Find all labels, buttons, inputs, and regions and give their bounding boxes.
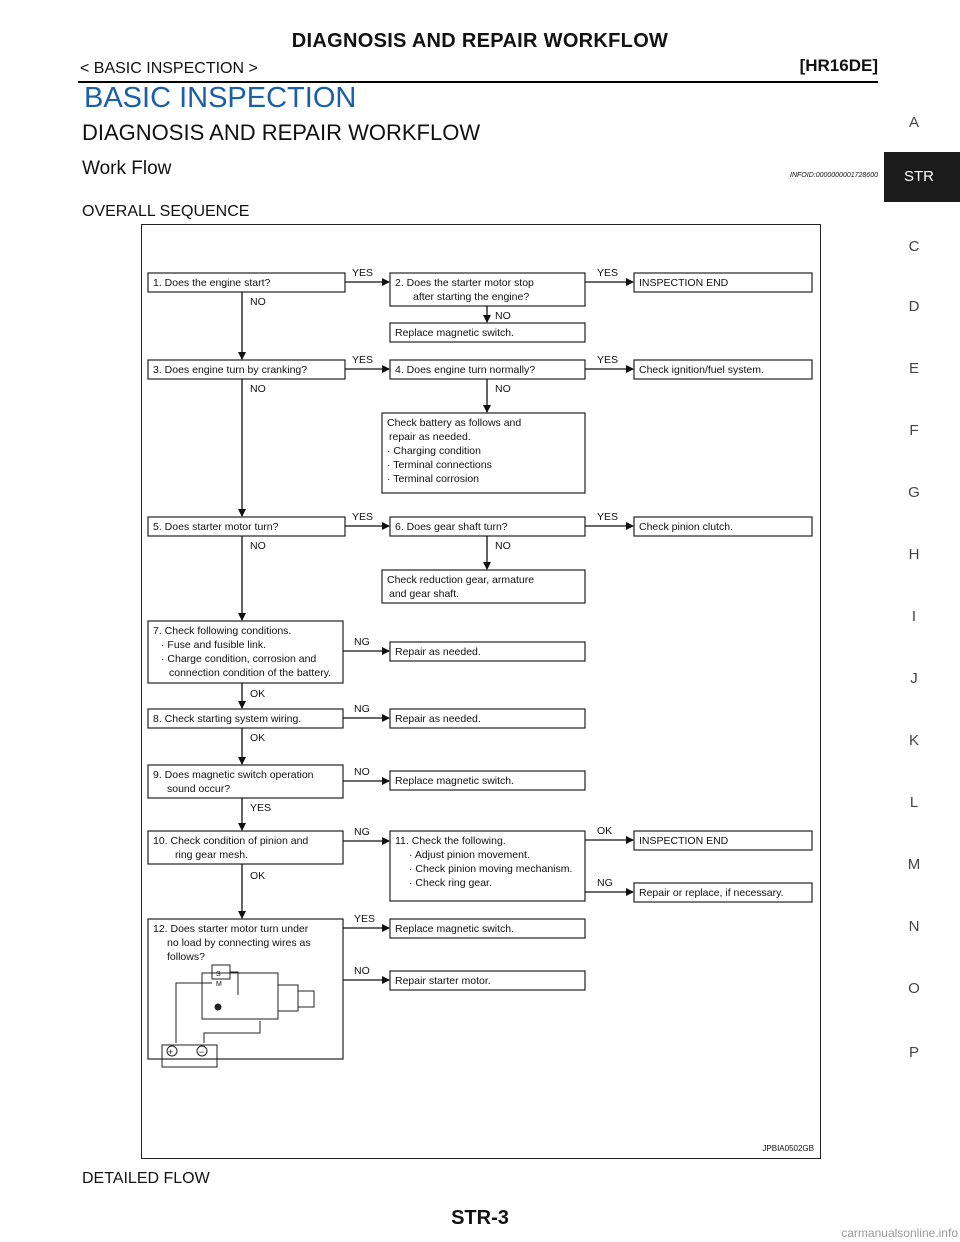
flow-box-text: Repair starter motor. (395, 975, 491, 987)
flow-box-text: 4. Does engine turn normally? (395, 364, 536, 376)
flow-label-ng: NG (354, 636, 370, 648)
flow-box-text: INSPECTION END (639, 277, 729, 289)
side-tab-letter: M (907, 856, 921, 873)
flow-box-text: 5. Does starter motor turn? (153, 521, 279, 533)
breadcrumb: < BASIC INSPECTION > (80, 60, 258, 77)
side-tab-letter: D (908, 298, 920, 315)
flow-label-ok: OK (250, 688, 266, 700)
flow-label-no: NO (250, 296, 266, 308)
flow-box-text: after starting the engine? (413, 291, 530, 303)
flow-label-no: NO (354, 965, 370, 977)
flow-box-text: 9. Does magnetic switch operation (153, 769, 314, 781)
flow-box-text: 3. Does engine turn by cranking? (153, 364, 308, 376)
side-tab-letter: F (909, 422, 919, 439)
flow-box-text: 10. Check condition of pinion and (153, 835, 309, 847)
side-tab-letter: E (908, 360, 919, 377)
flow-label-no: NO (354, 766, 370, 778)
flowchart-svg (142, 225, 822, 1160)
flow-box-text: · Check pinion moving mechanism. (409, 863, 573, 875)
flow-box-text: · Adjust pinion movement. (409, 849, 530, 861)
flow-box-text: Check pinion clutch. (639, 521, 733, 533)
flow-box-text: · Charge condition, corrosion and (161, 653, 317, 665)
side-tab-letter: O (908, 980, 920, 997)
flow-label-ok: OK (597, 825, 613, 837)
flow-box-text: repair as needed. (389, 431, 471, 443)
flow-label-no: NO (495, 310, 511, 322)
figure-code: JPBIA0502GB (762, 1144, 814, 1153)
flow-label-yes: YES (597, 267, 619, 279)
flow-box-text: connection condition of the battery. (169, 667, 332, 679)
side-tab-letter: I (911, 608, 917, 625)
flow-box-text: · Charging condition (387, 445, 481, 457)
flow-box-text: ring gear mesh. (175, 849, 248, 861)
work-flow-heading: Work Flow (82, 158, 172, 179)
flow-box-text: Repair as needed. (395, 646, 481, 658)
battery-plus-sign: + (168, 1047, 174, 1057)
overall-sequence-heading: OVERALL SEQUENCE (82, 203, 250, 220)
flow-box-text: and gear shaft. (389, 588, 460, 600)
flow-box-text: Replace magnetic switch. (395, 923, 515, 935)
sub-title: DIAGNOSIS AND REPAIR WORKFLOW (82, 120, 481, 145)
side-index (884, 0, 960, 1100)
flow-box-text: INSPECTION END (639, 835, 729, 847)
page-number: STR-3 (451, 1207, 509, 1229)
flow-box-text: Repair or replace, if necessary. (639, 887, 784, 899)
side-tab-letter: H (908, 546, 920, 563)
detailed-flow-heading: DETAILED FLOW (82, 1170, 210, 1187)
flow-label-yes: YES (354, 913, 376, 925)
flow-box-text: 11. Check the following. (395, 835, 506, 847)
flow-label-no: NO (495, 540, 511, 552)
flow-label-ok: OK (250, 870, 266, 882)
model-code: [HR16DE] (799, 56, 878, 75)
side-tab-letter: A (908, 114, 919, 131)
flow-label-ng: NG (354, 703, 370, 715)
flow-box-text: no load by connecting wires as (167, 937, 311, 949)
flow-box-text: · Fuse and fusible link. (161, 639, 267, 651)
flow-label-no: NO (495, 383, 511, 395)
flow-label-yes: YES (352, 267, 374, 279)
flow-label-yes: YES (597, 511, 619, 523)
flow-box-text: 6. Does gear shaft turn? (395, 521, 508, 533)
header-title: DIAGNOSIS AND REPAIR WORKFLOW (291, 30, 669, 52)
flow-box-text: Check battery as follows and (387, 417, 522, 429)
side-tab-letter: P (908, 1044, 919, 1061)
watermark: carmanualsonline.info (841, 1226, 958, 1240)
flow-box-text: Repair as needed. (395, 713, 481, 725)
section-title: BASIC INSPECTION (84, 82, 357, 114)
info-id: INFOID:0000000001728600 (790, 172, 878, 179)
flow-box-text: follows? (167, 951, 205, 963)
ground-point-icon (215, 1004, 221, 1010)
flow-label-yes: YES (352, 354, 374, 366)
flow-box-text: Check ignition/fuel system. (639, 364, 764, 376)
flow-box-text: sound occur? (167, 783, 231, 795)
flow-box-text: 12. Does starter motor turn under (153, 923, 309, 935)
flow-box-text: 1. Does the engine start? (153, 277, 271, 289)
side-tab-letter: J (910, 670, 918, 687)
flow-box-text: Replace magnetic switch. (395, 327, 515, 339)
side-tab-letter: L (909, 794, 919, 811)
side-tab-active: STR (884, 152, 960, 202)
flow-label-ng: NG (597, 877, 613, 889)
flow-box-text: Check reduction gear, armature (387, 574, 535, 586)
flow-box-text: · Check ring gear. (409, 877, 492, 889)
terminal-label-m: M (216, 981, 222, 988)
flow-label-yes: YES (250, 802, 272, 814)
flowchart-figure (141, 224, 821, 1159)
flow-box-text: Replace magnetic switch. (395, 775, 515, 787)
side-tab-letter: G (908, 484, 920, 501)
terminal-label-s: S (216, 971, 221, 978)
flow-label-yes: YES (352, 511, 374, 523)
side-tab-letter: K (908, 732, 919, 749)
flow-label-ok: OK (250, 732, 266, 744)
flow-label-ng: NG (354, 826, 370, 838)
flow-label-no: NO (250, 540, 266, 552)
flow-label-no: NO (250, 383, 266, 395)
flow-label-yes: YES (597, 354, 619, 366)
side-tab-letter: C (908, 238, 920, 255)
flow-box-text: · Terminal connections (387, 459, 492, 471)
battery-minus-sign: − (199, 1047, 205, 1057)
side-tab-letter: N (908, 918, 920, 935)
flow-box-text: 7. Check following conditions. (153, 625, 292, 637)
flow-box-text: 2. Does the starter motor stop (395, 277, 534, 289)
flow-box-text: · Terminal corrosion (387, 473, 480, 485)
flow-box-text: 8. Check starting system wiring. (153, 713, 302, 725)
